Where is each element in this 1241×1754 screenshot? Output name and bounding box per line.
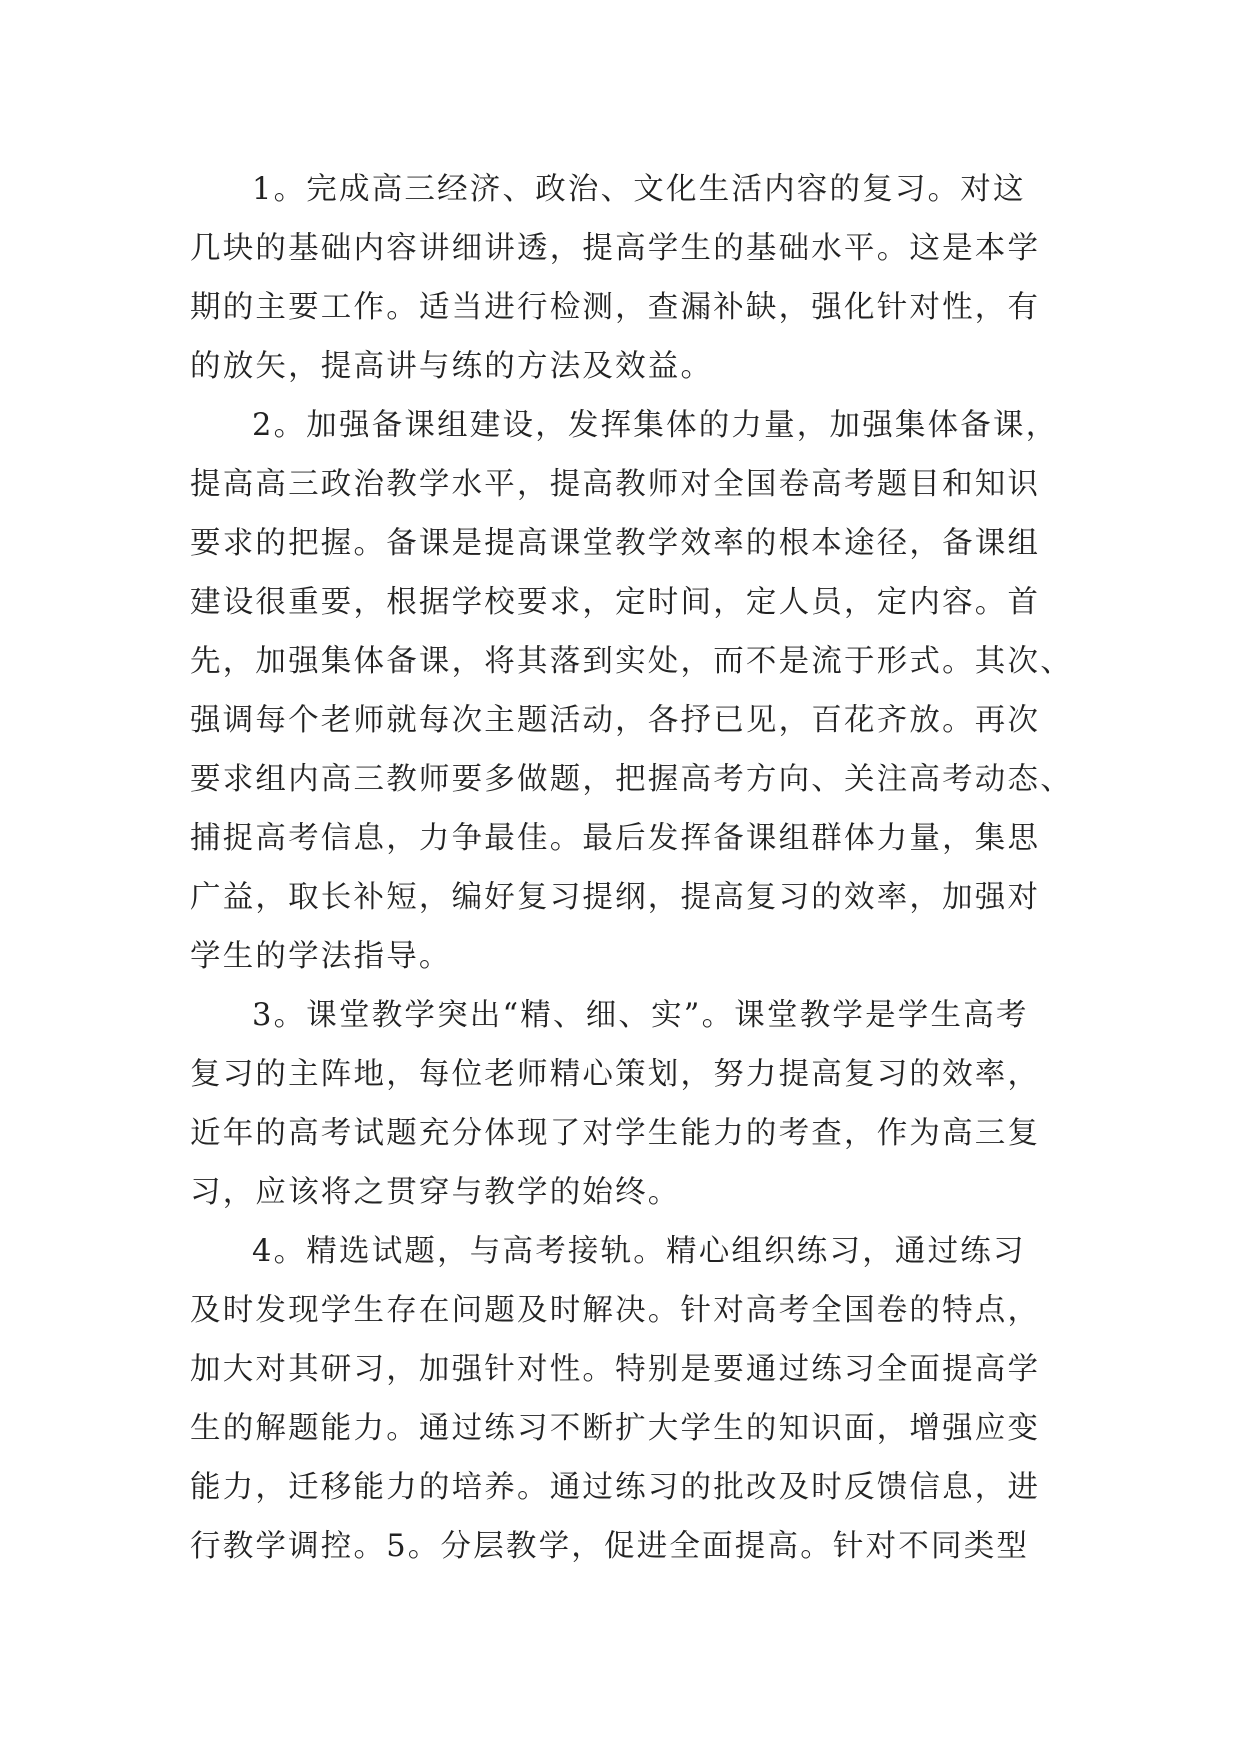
text-line: 4。精选试题，与高考接轨。精心组织练习，通过练习 bbox=[252, 1234, 1026, 1269]
text-line: 建设很重要，根据学校要求，定时间，定人员，定内容。首 bbox=[190, 585, 1041, 620]
text-line: 3。课堂教学突出“精、细、实”。课堂教学是学生高考 bbox=[252, 998, 1029, 1033]
text-line: 提高高三政治教学水平，提高教师对全国卷高考题目和知识 bbox=[190, 467, 1041, 502]
text-line: 1。完成高三经济、政治、文化生活内容的复习。对这 bbox=[252, 172, 1026, 207]
text-line: 先，加强集体备课，将其落到实处，而不是流于形式。其次、 bbox=[190, 644, 1073, 679]
text-line: 及时发现学生存在问题及时解决。针对高考全国卷的特点， bbox=[190, 1293, 1041, 1328]
paragraph-4 bbox=[190, 1222, 1060, 1576]
text-line: 广益，取长补短，编好复习提纲，提高复习的效率，加强对 bbox=[190, 880, 1041, 915]
text-line: 近年的高考试题充分体现了对学生能力的考查，作为高三复 bbox=[190, 1116, 1041, 1151]
text-line: 期的主要工作。适当进行检测，查漏补缺，强化针对性，有 bbox=[190, 290, 1041, 325]
text-line: 捕捉高考信息，力争最佳。最后发挥备课组群体力量，集思 bbox=[190, 821, 1041, 856]
text-line: 要求的把握。备课是提高课堂教学效率的根本途径，备课组 bbox=[190, 526, 1041, 561]
text-line: 能力，迁移能力的培养。通过练习的批改及时反馈信息，进 bbox=[190, 1470, 1041, 1505]
paragraph-1 bbox=[190, 160, 1060, 396]
text-line: 强调每个老师就每次主题活动，各抒已见，百花齐放。再次 bbox=[190, 703, 1041, 738]
text-line: 习，应该将之贯穿与教学的始终。 bbox=[190, 1175, 681, 1210]
text-line: 几块的基础内容讲细讲透，提高学生的基础水平。这是本学 bbox=[190, 231, 1041, 266]
text-line: 加大对其研习，加强针对性。特别是要通过练习全面提高学 bbox=[190, 1352, 1041, 1387]
document-body bbox=[190, 160, 1073, 1576]
text-line: 复习的主阵地，每位老师精心策划，努力提高复习的效率， bbox=[190, 1057, 1041, 1092]
text-line: 要求组内高三教师要多做题，把握高考方向、关注高考动态、 bbox=[190, 762, 1073, 797]
paragraph-3 bbox=[190, 986, 1060, 1222]
paragraph-2 bbox=[190, 396, 1073, 986]
text-line: 学生的学法指导。 bbox=[190, 939, 452, 974]
text-line: 2。加强备课组建设，发挥集体的力量，加强集体备课， bbox=[252, 408, 1059, 443]
text-line: 行教学调控。5。分层教学，促进全面提高。针对不同类型 bbox=[190, 1529, 1030, 1564]
text-line: 生的解题能力。通过练习不断扩大学生的知识面，增强应变 bbox=[190, 1411, 1041, 1446]
text-line: 的放矢，提高讲与练的方法及效益。 bbox=[190, 349, 714, 384]
